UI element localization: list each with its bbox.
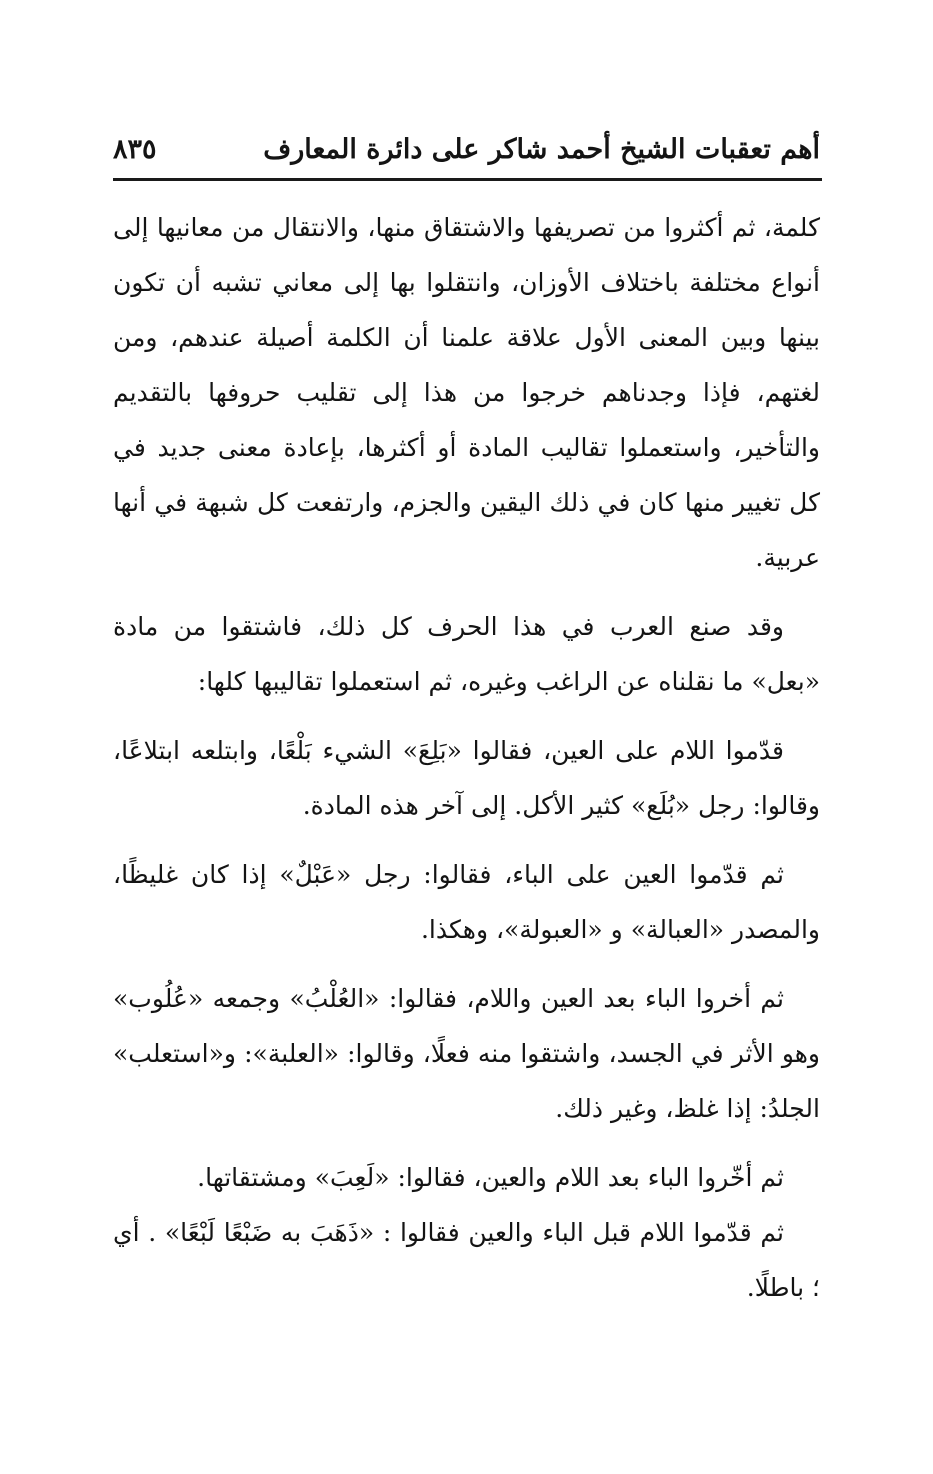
paragraph-4: ثم قدّموا العين على الباء، فقالوا: رجل «عَبْلٌ» إذا كان غليظًا، والمصدر «العبالة» و «العبولة»، وهكذا.	[113, 860, 820, 944]
paragraph-1: كلمة، ثم أكثروا من تصريفها والاشتقاق منها، والانتقال من معانيها إلى أنواع مختلفة باختلاف الأوزان، وانتقلوا بها إلى معاني تشبه أن تكون بينها وبين المعنى الأول علاقة علمنا أن الكلمة أصيلة عندهم، ومن لغتهم، فإذا وجدناهم خرجوا من هذا إلى تقليب حروفها بالتقديم والتأخير، واستعملوا تقاليب المادة أو أكثرها، بإعادة معنى جديد في كل تغيير منها كان في ذلك اليقين والجزم، وارتفعت كل شبهة في أنها عربية.	[113, 213, 820, 572]
page-header	[113, 128, 820, 172]
page-number: ٨٣٥	[113, 134, 157, 165]
paragraph-7: ثم قدّموا اللام قبل الباء والعين فقالوا : «ذَهَبَ به ضَبْعًا لَبْعًا» . أي ؛ باطلًا.	[113, 1218, 820, 1302]
header-divider	[113, 178, 822, 181]
paragraph-5: ثم أخروا الباء بعد العين واللام، فقالوا: «العُلْبُ» وجمعه «عُلُوب» وهو الأثر في الجسد، واشتقوا منه فعلًا، وقالوا: «العلبة»: و«استعلب» الجلدُ: إذا غلظ، وغير ذلك.	[113, 984, 820, 1123]
paragraph-2: وقد صنع العرب في هذا الحرف كل ذلك، فاشتقوا من مادة «بعل» ما نقلناه عن الراغب وغيره، ثم استعملوا تقاليبها كلها:	[113, 612, 820, 696]
paragraph-6: ثم أخّروا الباء بعد اللام والعين، فقالوا: «لَعِبَ» ومشتقاتها.	[197, 1163, 784, 1192]
running-title: أهم تعقبات الشيخ أحمد شاكر على دائرة المعارف	[263, 134, 820, 165]
body-text	[113, 200, 820, 1315]
paragraph-3: قدّموا اللام على العين، فقالوا «بَلِعَ» الشيء بَلْعًا، وابتلعه ابتلاعًا، وقالوا: رجل «بُلَع» كثير الأكل. إلى آخر هذه المادة.	[113, 736, 820, 820]
